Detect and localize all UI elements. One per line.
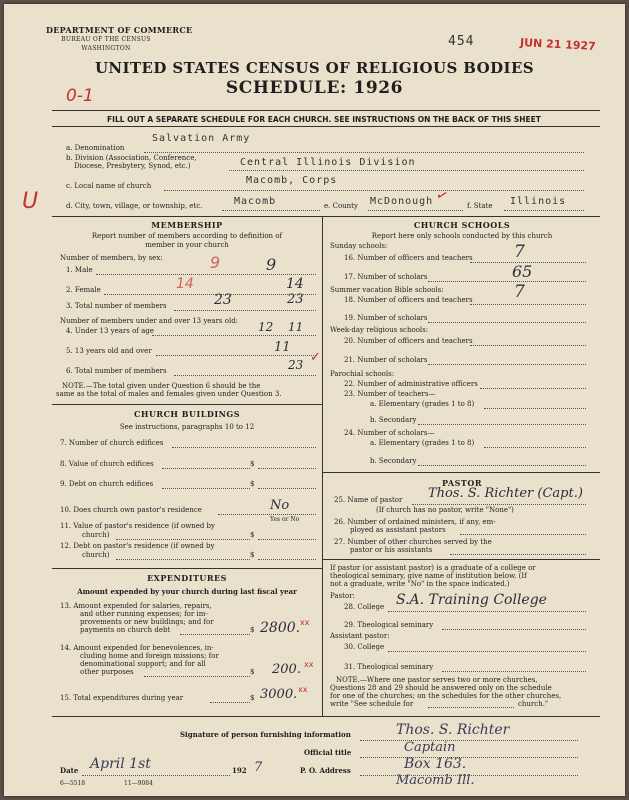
q5-label: 5. 13 years old and over	[66, 347, 152, 355]
q6-value: 23	[288, 358, 304, 372]
q3-value-2: 23	[287, 292, 304, 307]
bureau-city: WASHINGTON	[81, 45, 131, 52]
county-label: e. County	[324, 202, 358, 210]
graduate-note-2: theological seminary, give name of institution below. (If	[330, 572, 527, 580]
q26-label-1: 26. Number of ordained ministers, if any, em-	[334, 518, 496, 526]
po-address-value-2: Macomb Ill.	[396, 773, 475, 788]
q18-label: 18. Number of officers and teachers	[344, 296, 473, 304]
denomination-label: a. Denomination	[66, 144, 125, 152]
bureau-name: BUREAU OF THE CENSUS	[61, 36, 151, 43]
q13-dollar: $	[250, 626, 255, 634]
q27-label-2: pastor or his assistants	[350, 546, 433, 554]
q29-label: 29. Theological seminary	[344, 621, 434, 629]
q23b-label: b. Secondary	[370, 416, 417, 424]
q5-value: 11	[274, 340, 291, 355]
state-label: f. State	[467, 202, 493, 210]
form-subtitle: SCHEDULE: 1926	[225, 78, 404, 98]
q11-label-2: church)	[82, 531, 110, 539]
q15-value: 3000.	[260, 687, 298, 702]
q13-label-3: provements or new buildings; and for	[80, 618, 214, 626]
red-check-mark: ✓	[433, 186, 451, 206]
assistant-pastor-label: Assistant pastor:	[330, 632, 390, 640]
denomination-value: Salvation Army	[152, 133, 251, 144]
q17-label: 17. Number of scholars	[344, 273, 428, 281]
q15-cents: xx	[298, 685, 308, 694]
q16-value: 7	[514, 242, 525, 262]
date-value: April 1st	[90, 756, 151, 772]
q2-label: 2. Female	[66, 286, 101, 294]
local-name-label: c. Local name of church	[66, 182, 152, 190]
received-date-stamp: JUN 21 1927	[519, 36, 597, 53]
q30-label: 30. College	[344, 643, 385, 651]
expenditures-title: EXPENDITURES	[147, 573, 227, 583]
q25-hint: (If church has no pastor, write "None")	[376, 506, 514, 514]
q14-dollar: $	[250, 668, 255, 676]
division-label-1: b. Division (Association, Conference,	[66, 154, 197, 162]
q1-label: 1. Male	[66, 266, 93, 274]
q15-label: 15. Total expenditures during year	[60, 694, 184, 702]
q16-label: 16. Number of officers and teachers	[344, 254, 473, 262]
q3-value: 23	[214, 292, 232, 308]
q2-value: 14	[286, 276, 304, 292]
official-title-label: Official title	[304, 748, 352, 757]
year-prefix: 192	[232, 766, 247, 775]
signature-label: Signature of person furnishing information	[180, 730, 351, 739]
q4-value-2: 11	[288, 320, 304, 334]
date-label: Date	[60, 766, 79, 775]
division-value: Central Illinois Division	[240, 157, 416, 168]
city-value: Macomb	[234, 196, 277, 207]
sunday-label: Sunday schools:	[330, 242, 388, 250]
q11-dollar: $	[250, 531, 255, 539]
q13-label-4: payments on church debt	[80, 626, 171, 634]
q14-label-4: other purposes	[80, 668, 134, 676]
q1-red-figure: 9	[210, 253, 221, 272]
q13-value: 2800.	[260, 620, 301, 636]
q20-label: 20. Number of officers and teachers	[344, 337, 473, 345]
membership-intro-1: Report number of members according to definition of	[91, 232, 283, 240]
weekday-label: Week-day religious schools:	[330, 326, 429, 334]
q12-label-1: 12. Debt on pastor's residence (if owned by	[60, 542, 215, 550]
pastor-note-4: write "See schedule for	[330, 700, 414, 708]
year-digit: 7	[254, 760, 263, 775]
form-number-2: 11—9084	[124, 780, 153, 787]
q28-label: 28. College	[344, 603, 385, 611]
q3-label: 3. Total number of members	[66, 302, 167, 310]
q25-value: Thos. S. Richter (Capt.)	[428, 486, 583, 501]
q28-value: S.A. Training College	[396, 592, 547, 608]
vacation-label: Summer vacation Bible schools:	[330, 286, 444, 294]
membership-intro-2: member in your church	[145, 241, 229, 249]
q26-label-2: ployed as assistant pastors	[350, 526, 446, 534]
q8-label: 8. Value of church edifices	[60, 460, 154, 468]
schedule-number: 454	[448, 34, 475, 49]
q9-label: 9. Debt on church edifices	[60, 480, 154, 488]
membership-note-1: NOTE.—The total given under Question 6 should be the	[62, 382, 261, 390]
q9-dollar: $	[250, 480, 255, 488]
pastor-note-5: church."	[518, 700, 549, 708]
q24-label: 24. Number of scholars—	[344, 429, 435, 437]
q17-value: 65	[512, 262, 533, 281]
city-label: d. City, town, village, or township, etc.	[66, 202, 203, 210]
dept-name: DEPARTMENT OF COMMERCE	[46, 25, 193, 35]
buildings-intro: See instructions, paragraphs 10 to 12	[119, 423, 255, 431]
q19-label: 19. Number of scholars	[344, 314, 428, 322]
buildings-title: CHURCH BUILDINGS	[134, 409, 240, 419]
state-value: Illinois	[510, 196, 567, 207]
pastor-note-1: NOTE.—Where one pastor serves two or more churches,	[336, 676, 538, 684]
pastor-sub-label: Pastor:	[330, 592, 355, 600]
membership-title: MEMBERSHIP	[151, 220, 223, 230]
q10-value: No	[270, 498, 290, 513]
q23a-label: a. Elementary (grades 1 to 8)	[370, 400, 475, 408]
q15-dollar: $	[250, 694, 255, 702]
official-title-value: Captain	[404, 740, 456, 755]
q6-check-mark: ✓	[310, 350, 321, 365]
q25-label: 25. Name of pastor	[334, 496, 403, 504]
q12-dollar: $	[250, 551, 255, 559]
q10-hint: Yes or No	[270, 516, 300, 523]
pastor-note-3: for one of the churches; on the schedules for the other churches,	[330, 692, 562, 700]
q11-label-1: 11. Value of pastor's residence (if owned by	[60, 522, 215, 530]
schools-title: CHURCH SCHOOLS	[413, 220, 511, 230]
margin-mark: U	[22, 189, 39, 214]
schools-intro: Report here only schools conducted by this church	[371, 232, 553, 240]
po-address-value: Box 163.	[404, 756, 467, 772]
form-number: 6—5518	[60, 780, 86, 787]
instruction-line: FILL OUT A SEPARATE SCHEDULE FOR EACH CHURCH. SEE INSTRUCTIONS ON THE BACK OF THIS SHEET	[107, 115, 541, 124]
q27-label-1: 27. Number of other churches served by the	[334, 538, 492, 546]
q10-label: 10. Does church own pastor's residence	[60, 506, 202, 514]
q24a-label: a. Elementary (grades 1 to 8)	[370, 439, 475, 447]
q14-cents: xx	[304, 660, 314, 669]
red-pencil-mark: 0-1	[66, 86, 94, 106]
q7-label: 7. Number of church edifices	[60, 439, 164, 447]
expenditures-intro: Amount expended by your church during last fiscal year	[77, 587, 297, 596]
q31-label: 31. Theological seminary	[344, 663, 434, 671]
q13-cents: xx	[300, 618, 310, 627]
q13-label-1: 13. Amount expended for salaries, repairs,	[60, 602, 212, 610]
q12-label-2: church)	[82, 551, 110, 559]
division-label-2: Diocese, Presbytery, Synod, etc.)	[74, 162, 191, 170]
q22-label: 22. Number of administrative officers	[344, 380, 478, 388]
q14-value: 200.	[272, 662, 301, 677]
county-value: McDonough	[370, 196, 434, 207]
q14-label-3: denominational support; and for all	[80, 660, 206, 668]
q13-label-2: and other running expenses; for im-	[80, 610, 208, 618]
q4-label: 4. Under 13 years of age	[66, 327, 154, 335]
q14-label-2: cluding home and foreign missions; for	[80, 652, 219, 660]
q2-red-figure: 14	[176, 276, 194, 292]
by-sex-label: Number of members, by sex:	[60, 254, 163, 262]
q8-dollar: $	[250, 460, 255, 468]
q21-label: 21. Number of scholars	[344, 356, 428, 364]
signature-value: Thos. S. Richter	[396, 722, 510, 738]
q1-value: 9	[266, 255, 277, 274]
pastor-title: PASTOR	[442, 478, 482, 488]
q6-label: 6. Total number of members	[66, 367, 167, 375]
form-title: UNITED STATES CENSUS OF RELIGIOUS BODIES	[94, 59, 535, 77]
q23-label: 23. Number of teachers—	[344, 390, 436, 398]
membership-note-2: same as the total of males and females given under Question 3.	[56, 390, 282, 398]
q18-value: 7	[514, 282, 525, 302]
graduate-note-3: not a graduate, write "No" in the space indicated.)	[330, 580, 510, 588]
graduate-note-1: If pastor (or assistant pastor) is a graduate of a college or	[330, 564, 536, 572]
department-heading	[46, 25, 193, 53]
q14-label-1: 14. Amount expended for benevolences, in-	[60, 644, 214, 652]
q24b-label: b. Secondary	[370, 457, 417, 465]
pastor-note-2: Questions 28 and 29 should be answered only on the schedule	[330, 684, 552, 692]
census-schedule-sheet	[4, 4, 625, 796]
age-intro-label: Number of members under and over 13 years old:	[60, 317, 239, 325]
po-address-label: P. O. Address	[300, 766, 351, 775]
parochial-label: Parochial schools:	[330, 370, 395, 378]
q4-value: 12	[258, 320, 274, 334]
local-name-value: Macomb, Corps	[246, 175, 338, 186]
